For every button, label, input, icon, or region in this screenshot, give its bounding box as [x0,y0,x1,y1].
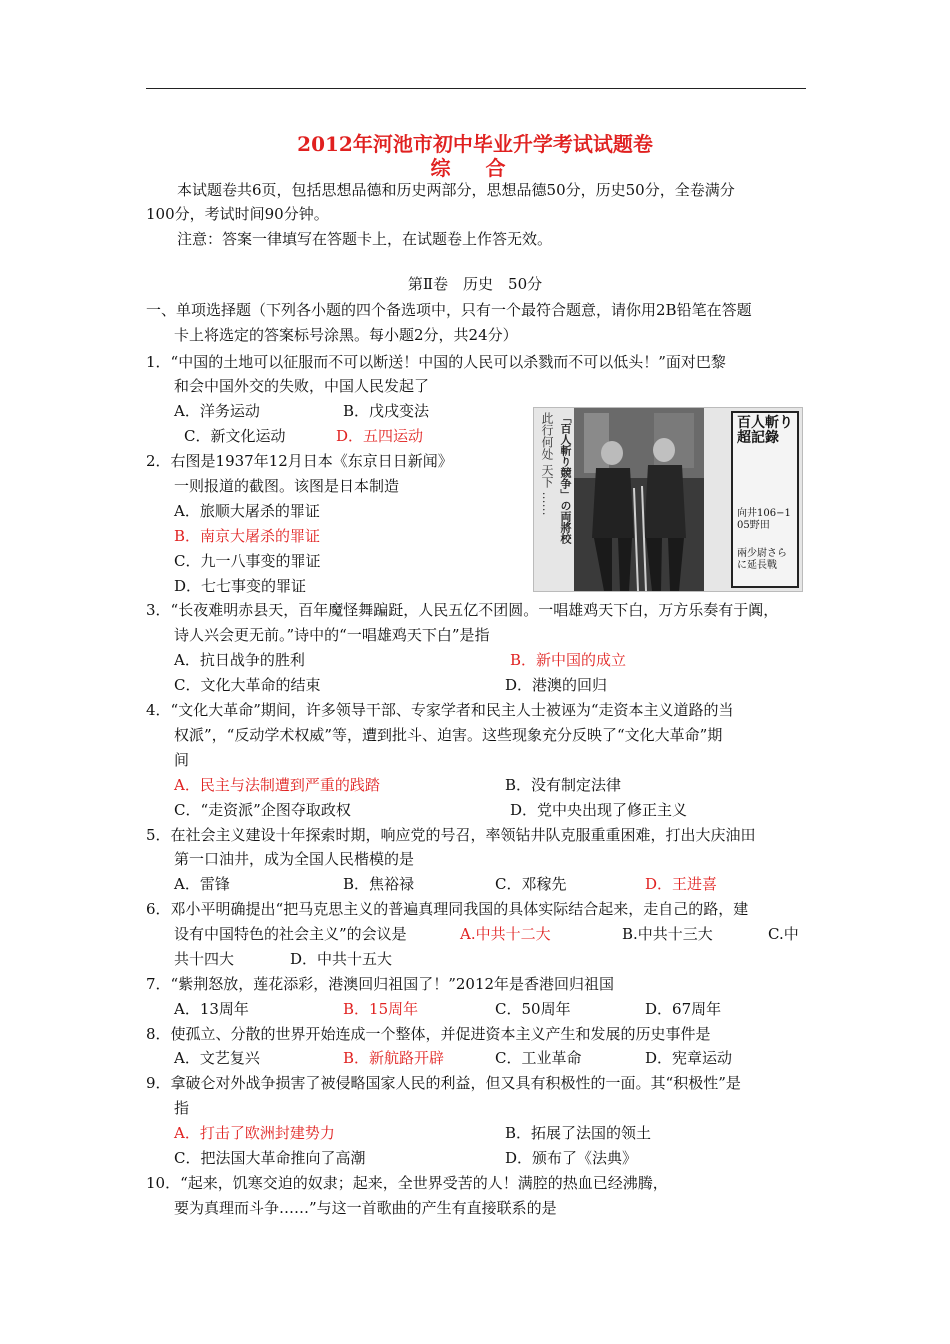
section-heading: 第Ⅱ卷 历史 50分 [407,275,543,293]
q1-option-d: D．五四运动 [336,427,424,445]
q6-option-c-part-1: C.中 [768,925,799,943]
q4-option-d: D．党中央出现了修正主义 [510,801,688,819]
q1-stem-2: 和会中国外交的失败，中国人民发起了 [174,377,430,395]
q9-stem-1: 9．拿破仑对外战争损害了被侵略国家人民的利益，但又具有积极性的一面。其“积极性”是 [146,1074,741,1092]
q2-option-d: D．七七事变的罪证 [174,577,307,595]
q8-option-a: A．文艺复兴 [174,1049,260,1067]
exam-title: 2012年河池市初中毕业升学考试试题卷 [297,132,653,156]
q9-option-d: D．颁布了《法典》 [505,1149,638,1167]
q1-option-b: B．戊戌变法 [343,402,430,420]
q8-option-b: B．新航路开辟 [343,1049,445,1067]
q9-option-b: B．拓展了法国的领土 [505,1124,652,1142]
q8-stem-1: 8．使孤立、分散的世界开始连成一个整体，并促进资本主义产生和发展的历史事件是 [146,1025,711,1043]
photo-box-title: 百人斬り超記錄 [737,415,793,446]
q5-stem-1: 5．在社会主义建设十年探索时期，响应党的号召，率领钻井队克服重重困难，打出大庆油田 [146,826,756,844]
photo-caption-headline: 「百人斬り競争」の両將校 [559,412,572,544]
q7-option-c: C．50周年 [495,1000,571,1018]
q3-stem-1: 3．“长夜难明赤县天，百年魔怪舞蹁跹，人民五亿不团圆。一唱雄鸡天下白，万方乐奏有于阗， [146,601,779,619]
q4-stem-2: 权派”，“反动学术权威”等，遭到批斗、迫害。这些现象充分反映了“文化大革命”期 [174,726,723,744]
q6-stem-1: 6．邓小平明确提出“把马克思主义的普遍真理同我国的具体实际结合起来，走自己的路，建 [146,900,749,918]
q4-option-c: C．“走资派”企图夺取政权 [174,801,351,819]
intro-line-2: 100分，考试时间90分钟。 [146,205,329,223]
q3-stem-2: 诗人兴会更无前。”诗中的“一唱雄鸡天下白”是指 [174,626,490,644]
q5-stem-2: 第一口油井，成为全国人民楷模的是 [174,850,415,868]
q4-stem-1: 4．“文化大革命”期间，许多领导干部、专家学者和民主人士被诬为“走资本主义道路的当 [146,701,734,719]
q5-option-a: A．雷锋 [174,875,230,893]
q3-option-a: A．抗日战争的胜利 [174,651,305,669]
part1-instructions-1: 一、单项选择题（下列各小题的四个备选项中，只有一个最符合题意，请你用2B铅笔在答题 [146,301,752,319]
exam-subtitle: 综 合 [430,156,520,180]
q2-stem-2: 一则报道的截图。该图是日本制造 [174,477,400,495]
newspaper-photo [533,407,803,592]
q9-option-c: C．把法国大革命推向了高潮 [174,1149,366,1167]
q8-option-d: D．宪章运动 [645,1049,733,1067]
q2-option-b: B．南京大屠杀的罪证 [174,527,321,545]
intro-line-1: 本试题卷共6页，包括思想品德和历史两部分，思想品德50分，历史50分，全卷满分 [177,181,735,199]
q7-stem-1: 7．“紫荆怒放，莲花添彩，港澳回归祖国了！”2012年是香港回归祖国 [146,975,615,993]
photo-caption-handwriting: 此行何处 天下 …… [540,412,554,516]
q9-stem-2: 指 [174,1099,190,1117]
q5-option-b: B．焦裕禄 [343,875,415,893]
q8-option-c: C．工业革命 [495,1049,582,1067]
q4-option-b: B．没有制定法律 [505,776,622,794]
photo-box-sub-2: 兩少尉さらに延長戰 [737,548,787,571]
q6-stem-2: 设有中国特色的社会主义”的会议是 [174,925,407,943]
q7-option-a: A．13周年 [174,1000,249,1018]
part1-instructions-2: 卡上将选定的答案标号涂黑。每小题2分，共24分） [174,326,518,344]
q3-option-d: D．港澳的回归 [505,676,608,694]
q4-option-a: A．民主与法制遭到严重的践踏 [174,776,380,794]
q1-stem-1: 1．“中国的土地可以征服而不可以断送！中国的人民可以杀戮而不可以低头！”面对巴黎 [146,353,726,371]
photo-box-sub-1: 向井106−105野田 [737,508,791,531]
q2-stem-1: 2．右图是1937年12月日本《东京日日新闻》 [146,452,453,470]
top-rule [146,88,806,89]
q5-option-d: D．王进喜 [645,875,718,893]
q7-option-d: D．67周年 [645,1000,722,1018]
q3-option-c: C．文化大革命的结束 [174,676,321,694]
q6-option-d: D．中共十五大 [290,950,393,968]
q1-option-c: C．新文化运动 [184,427,286,445]
q7-option-b: B．15周年 [343,1000,419,1018]
q2-option-c: C．九一八事变的罪证 [174,552,321,570]
q10-stem-2: 要为真理而斗争……”与这一首歌曲的产生有直接联系的是 [174,1199,557,1217]
q1-option-a: A．洋务运动 [174,402,260,420]
intro-notice: 注意：答案一律填写在答题卡上，在试题卷上作答无效。 [177,230,553,248]
q3-option-b: B．新中国的成立 [510,651,627,669]
q4-stem-3: 间 [174,751,190,769]
q2-option-a: A．旅顺大屠杀的罪证 [174,502,320,520]
q5-option-c: C．邓稼先 [495,875,567,893]
q6-option-a: A.中共十二大 [460,925,551,943]
q10-stem-1: 10．“起来，饥寒交迫的奴隶；起来，全世界受苦的人！满腔的热血已经沸腾， [146,1174,668,1192]
q6-option-b: B.中共十三大 [622,925,713,943]
q9-option-a: A．打击了欧洲封建势力 [174,1124,335,1142]
q6-option-c-part-2: 共十四大 [174,950,235,968]
